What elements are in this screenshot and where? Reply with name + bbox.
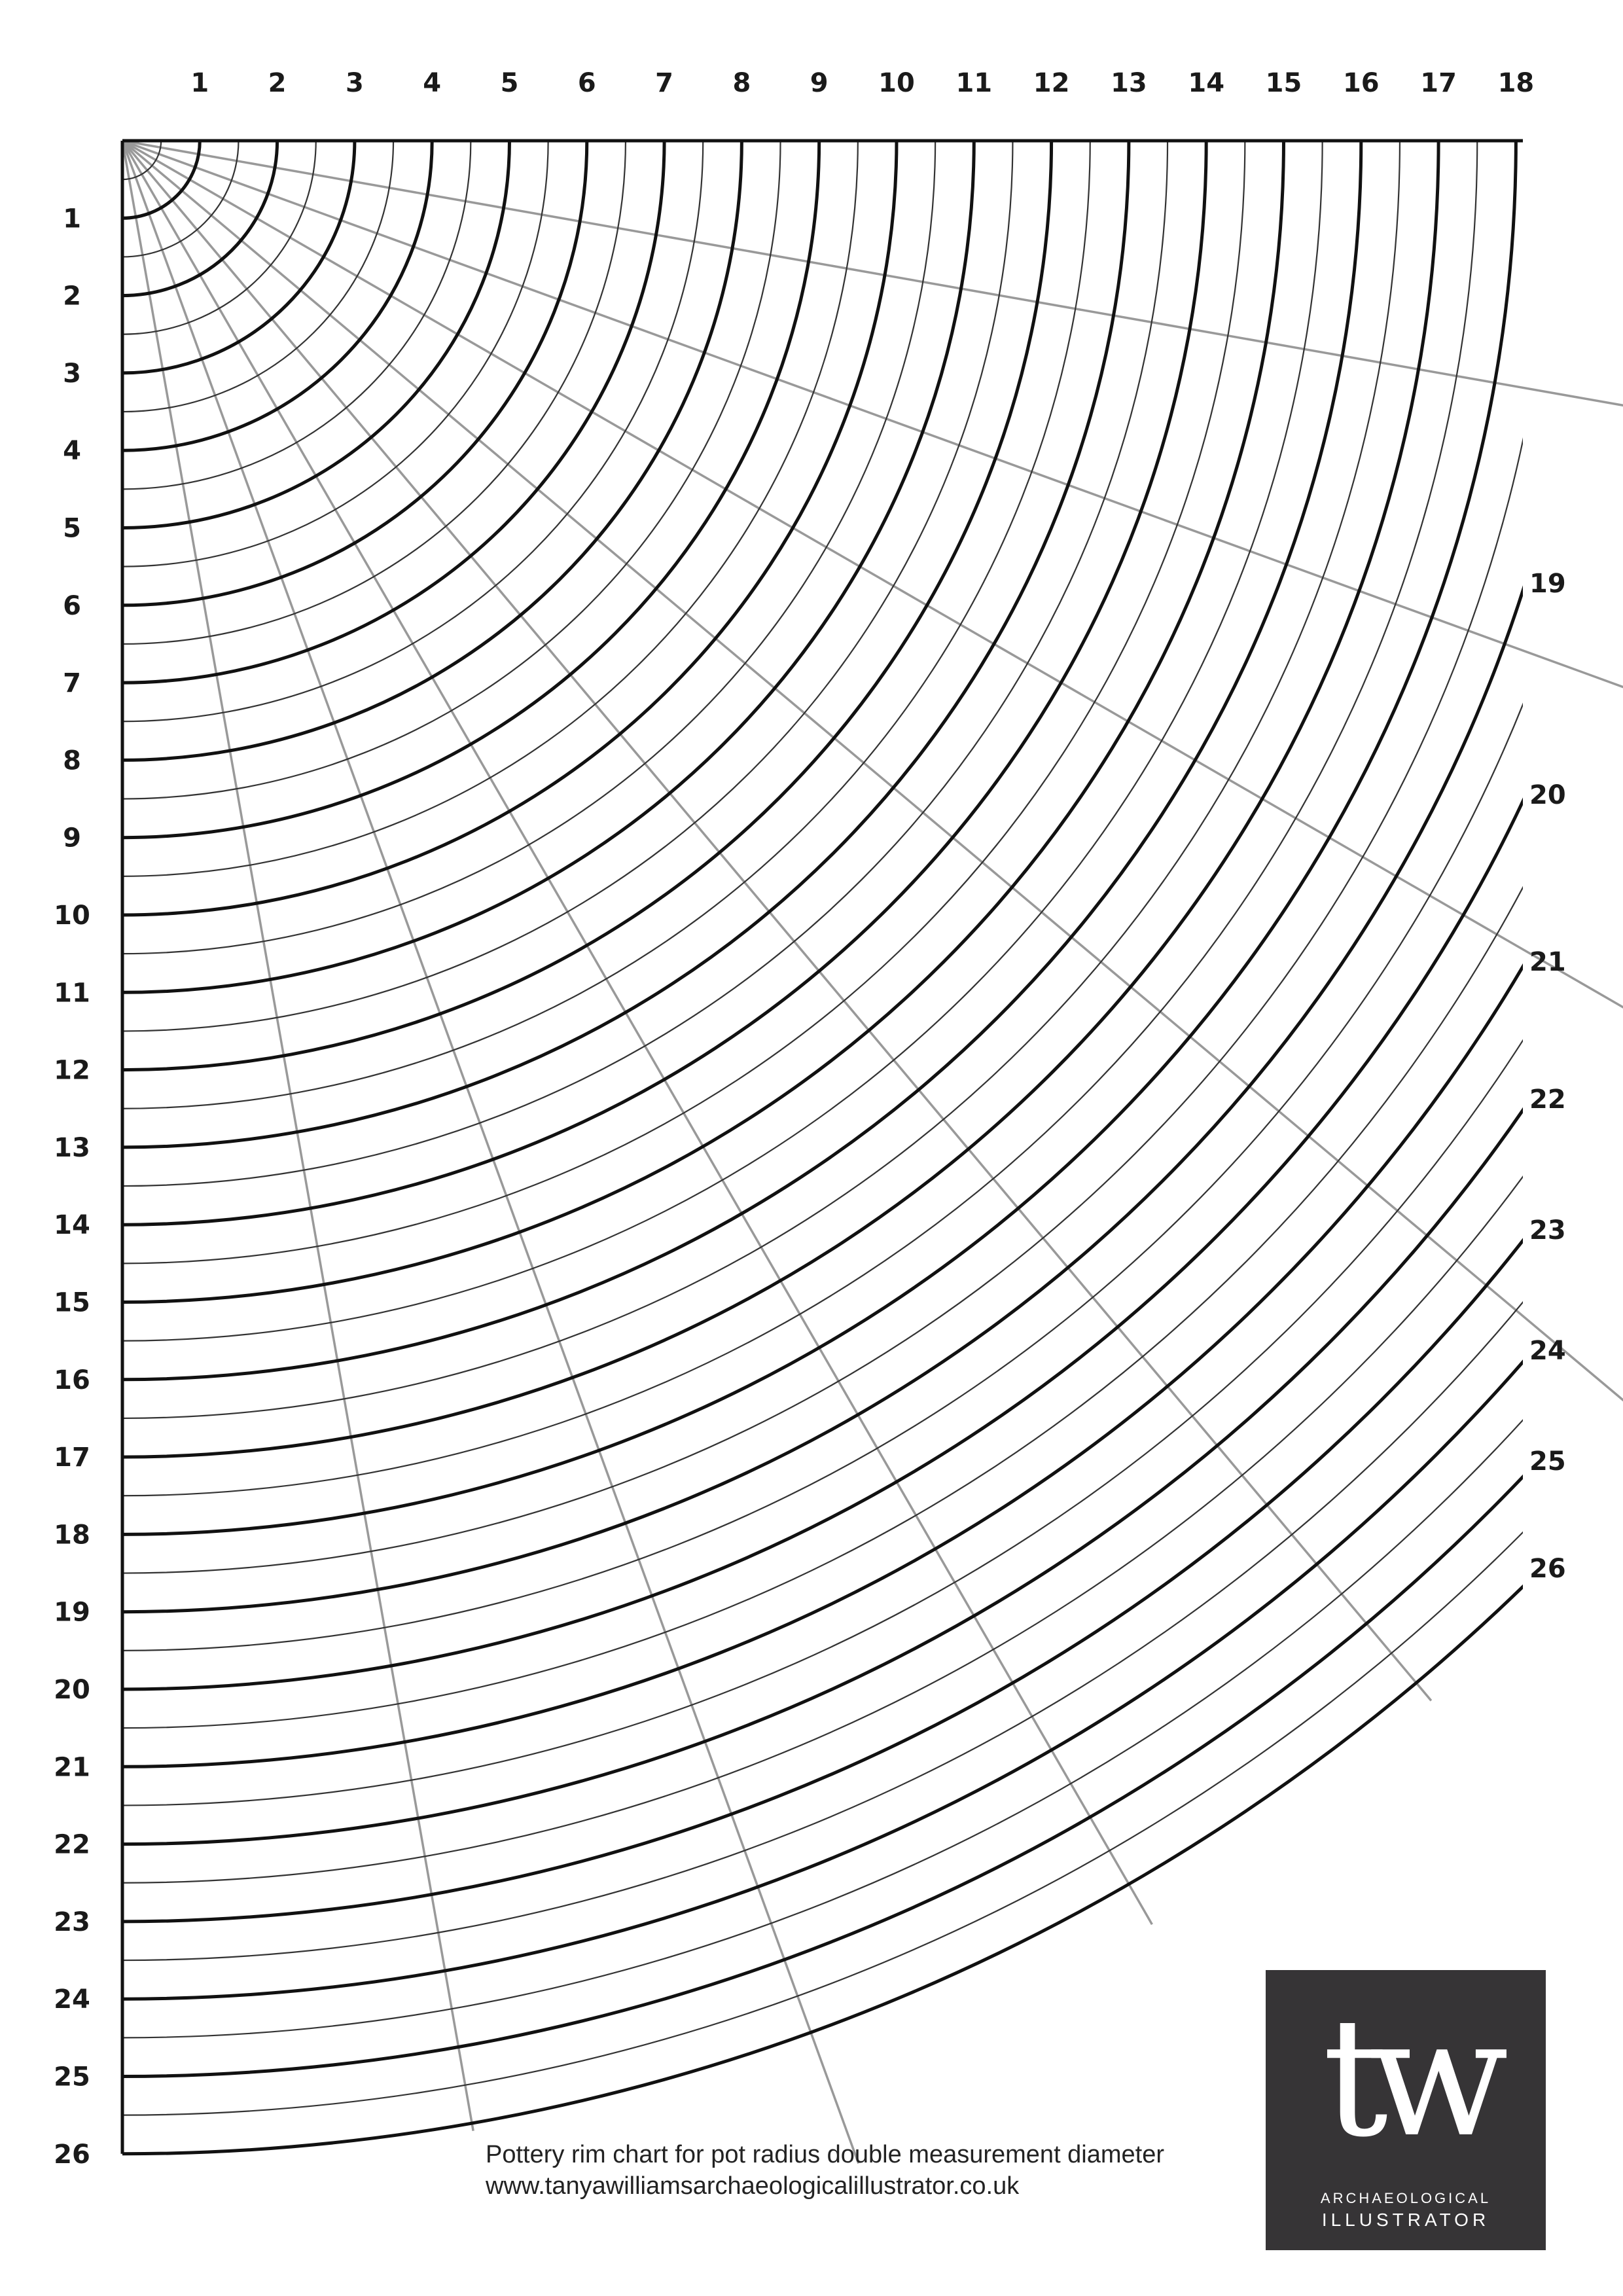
right-scale-label: 23 (1529, 1215, 1566, 1246)
top-scale-label: 16 (1342, 68, 1380, 98)
left-scale-label: 16 (54, 1365, 90, 1395)
left-scale-label: 22 (54, 1829, 90, 1860)
top-scale-label: 10 (878, 68, 915, 98)
top-scale-label: 17 (1420, 68, 1457, 98)
radial-line (122, 141, 473, 2131)
left-scale-label: 23 (54, 1907, 90, 1937)
top-scale-label: 9 (810, 68, 829, 98)
radial-line (122, 141, 1623, 840)
major-arc (122, 141, 1623, 1767)
major-arc (122, 141, 1623, 1999)
chart-caption (486, 2139, 1164, 2202)
left-scale-label: 20 (54, 1675, 90, 1705)
top-scale-label: 18 (1497, 68, 1535, 98)
left-scale-label: 6 (63, 590, 81, 621)
minor-arc (122, 141, 1623, 2037)
left-scale-label: 5 (63, 513, 81, 544)
left-scale-label: 8 (63, 745, 81, 776)
right-scale-label: 25 (1529, 1446, 1566, 1477)
caption-website: www.tanyawilliamsarchaeologicalillustrator.co.uk (486, 2172, 1020, 2200)
caption-description: Pottery rim chart for pot radius double measurement diameter (486, 2141, 1165, 2168)
major-arc (122, 141, 1623, 1689)
left-scale-label: 11 (54, 978, 90, 1009)
top-scale-label: 14 (1188, 68, 1225, 98)
radial-line (122, 141, 1431, 1700)
left-scale (54, 204, 90, 2170)
left-scale-label: 1 (63, 204, 81, 234)
left-scale-label: 21 (54, 1752, 90, 1783)
right-scale-label: 19 (1529, 569, 1566, 599)
left-scale-label: 7 (63, 668, 81, 699)
top-scale-label: 12 (1033, 68, 1070, 98)
concentric-arcs (122, 141, 1623, 2154)
left-scale-label: 26 (54, 2139, 90, 2170)
top-scale-label: 8 (732, 68, 751, 98)
radial-line (122, 141, 1623, 1163)
chart-axes (122, 141, 1523, 2154)
left-scale-label: 3 (63, 358, 81, 389)
top-scale-label: 11 (955, 68, 993, 98)
top-scale-label: 13 (1111, 68, 1147, 98)
left-scale-label: 13 (54, 1132, 90, 1163)
left-scale-label: 4 (63, 436, 81, 467)
radial-lines (122, 141, 1623, 2163)
top-scale-label: 7 (655, 68, 674, 98)
right-scale (1529, 569, 1566, 1584)
top-scale-label: 2 (268, 68, 287, 98)
right-scale-label: 21 (1529, 947, 1566, 977)
top-scale-label: 6 (577, 68, 596, 98)
top-scale (190, 68, 1534, 98)
left-scale-label: 25 (54, 2062, 90, 2092)
top-scale-label: 15 (1265, 68, 1302, 98)
major-arc (122, 141, 1623, 2077)
left-scale-label: 12 (54, 1055, 90, 1086)
left-scale-label: 24 (54, 1984, 90, 2015)
logo-line-archaeological: ARCHAEOLOGICAL (1320, 2190, 1491, 2206)
left-scale-label: 2 (63, 281, 81, 312)
logo-monogram: tw (1322, 1982, 1489, 2173)
top-scale-label: 5 (500, 68, 519, 98)
right-scale-label: 24 (1529, 1336, 1566, 1366)
right-scale-label: 26 (1529, 1554, 1566, 1584)
minor-arc (122, 141, 1623, 1651)
right-scale-label: 22 (1529, 1085, 1566, 1115)
left-scale-label: 15 (54, 1287, 90, 1318)
logo (1266, 1970, 1546, 2250)
right-scale-label: 20 (1529, 780, 1566, 810)
minor-arc (122, 141, 1623, 1883)
left-scale-label: 10 (54, 901, 90, 931)
logo-line-illustrator: ILLUSTRATOR (1321, 2210, 1490, 2230)
left-scale-label: 19 (54, 1597, 90, 1628)
left-scale-label: 17 (54, 1443, 90, 1473)
top-scale-label: 3 (345, 68, 364, 98)
top-scale-label: 1 (190, 68, 209, 98)
left-scale-label: 14 (54, 1210, 90, 1241)
top-scale-label: 4 (423, 68, 442, 98)
left-scale-label: 18 (54, 1520, 90, 1551)
left-scale-label: 9 (63, 823, 81, 853)
major-arc (122, 141, 1623, 1844)
